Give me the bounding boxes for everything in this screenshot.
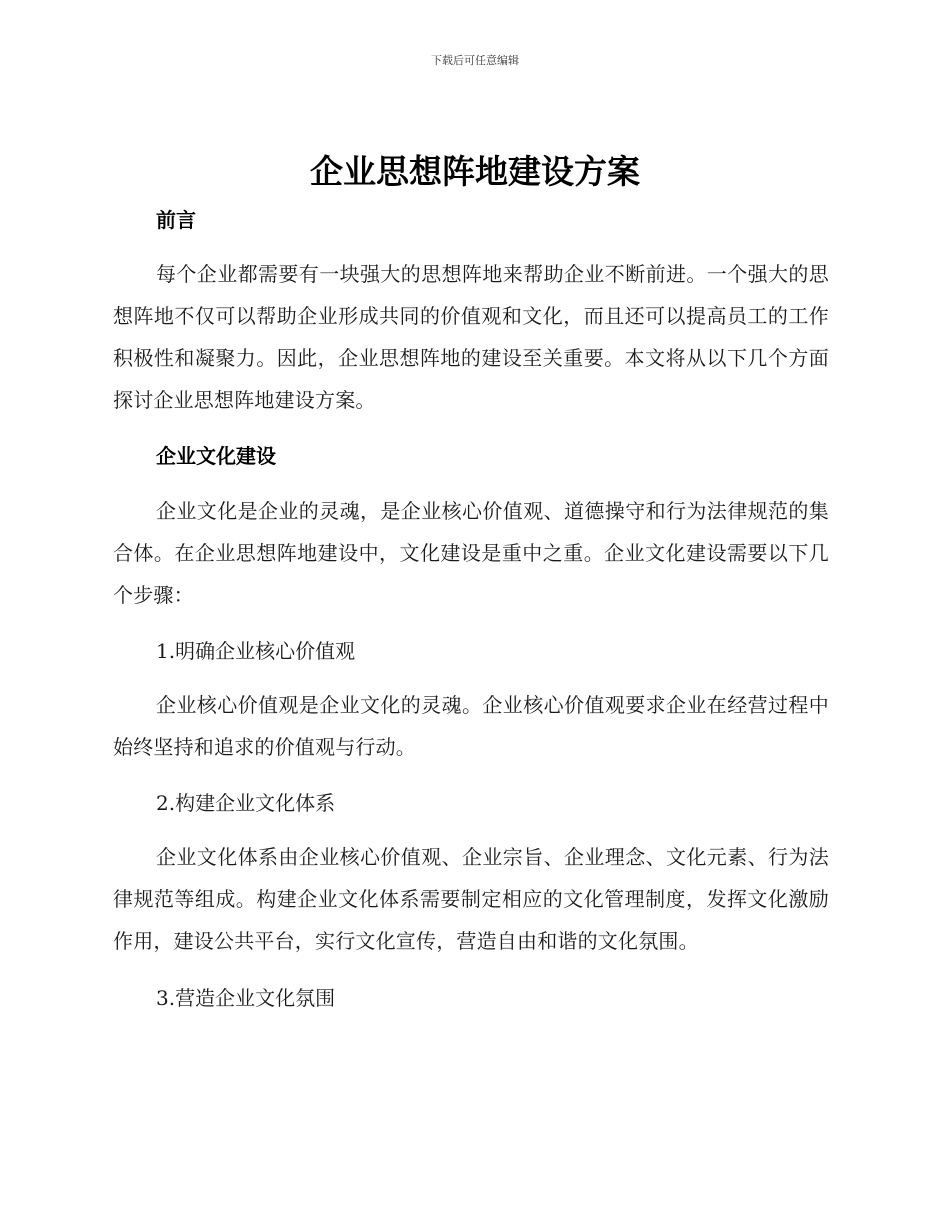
list-item-title-2: 2.构建企业文化体系 xyxy=(156,791,336,815)
paragraph-item-1: 企业核心价值观是企业文化的灵魂。企业核心价值观要求企业在经营过程中始终坚持和追求的价值观与行动。 xyxy=(113,693,829,759)
list-item-title-3: 3.营造企业文化氛围 xyxy=(156,986,336,1010)
document-title: 企业思想阵地建设方案 xyxy=(310,152,640,191)
page-header-note: 下载后可任意编辑 xyxy=(431,54,519,67)
paragraph-item-2: 企业文化体系由企业核心价值观、企业宗旨、企业理念、文化元素、行为法律规范等组成。构建企业文化体系需要制定相应的文化管理制度，发挥文化激励作用，建设公共平台，实行文化宣传，营造自由和谐的文化氛围。 xyxy=(113,845,829,953)
section-heading-culture: 企业文化建设 xyxy=(156,444,276,468)
paragraph-preface: 每个企业都需要有一块强大的思想阵地来帮助企业不断前进。一个强大的思想阵地不仅可以帮助企业形成共同的价值观和文化，而且还可以提高员工的工作积极性和凝聚力。因此，企业思想阵地的建设至关重要。本文将从以下几个方面探讨企业思想阵地建设方案。 xyxy=(113,262,829,412)
list-item-title-1: 1.明确企业核心价值观 xyxy=(156,639,356,663)
paragraph-culture: 企业文化是企业的灵魂，是企业核心价值观、道德操守和行为法律规范的集合体。在企业思想阵地建设中，文化建设是重中之重。企业文化建设需要以下几个步骤： xyxy=(113,499,829,607)
section-heading-preface: 前言 xyxy=(156,208,196,232)
